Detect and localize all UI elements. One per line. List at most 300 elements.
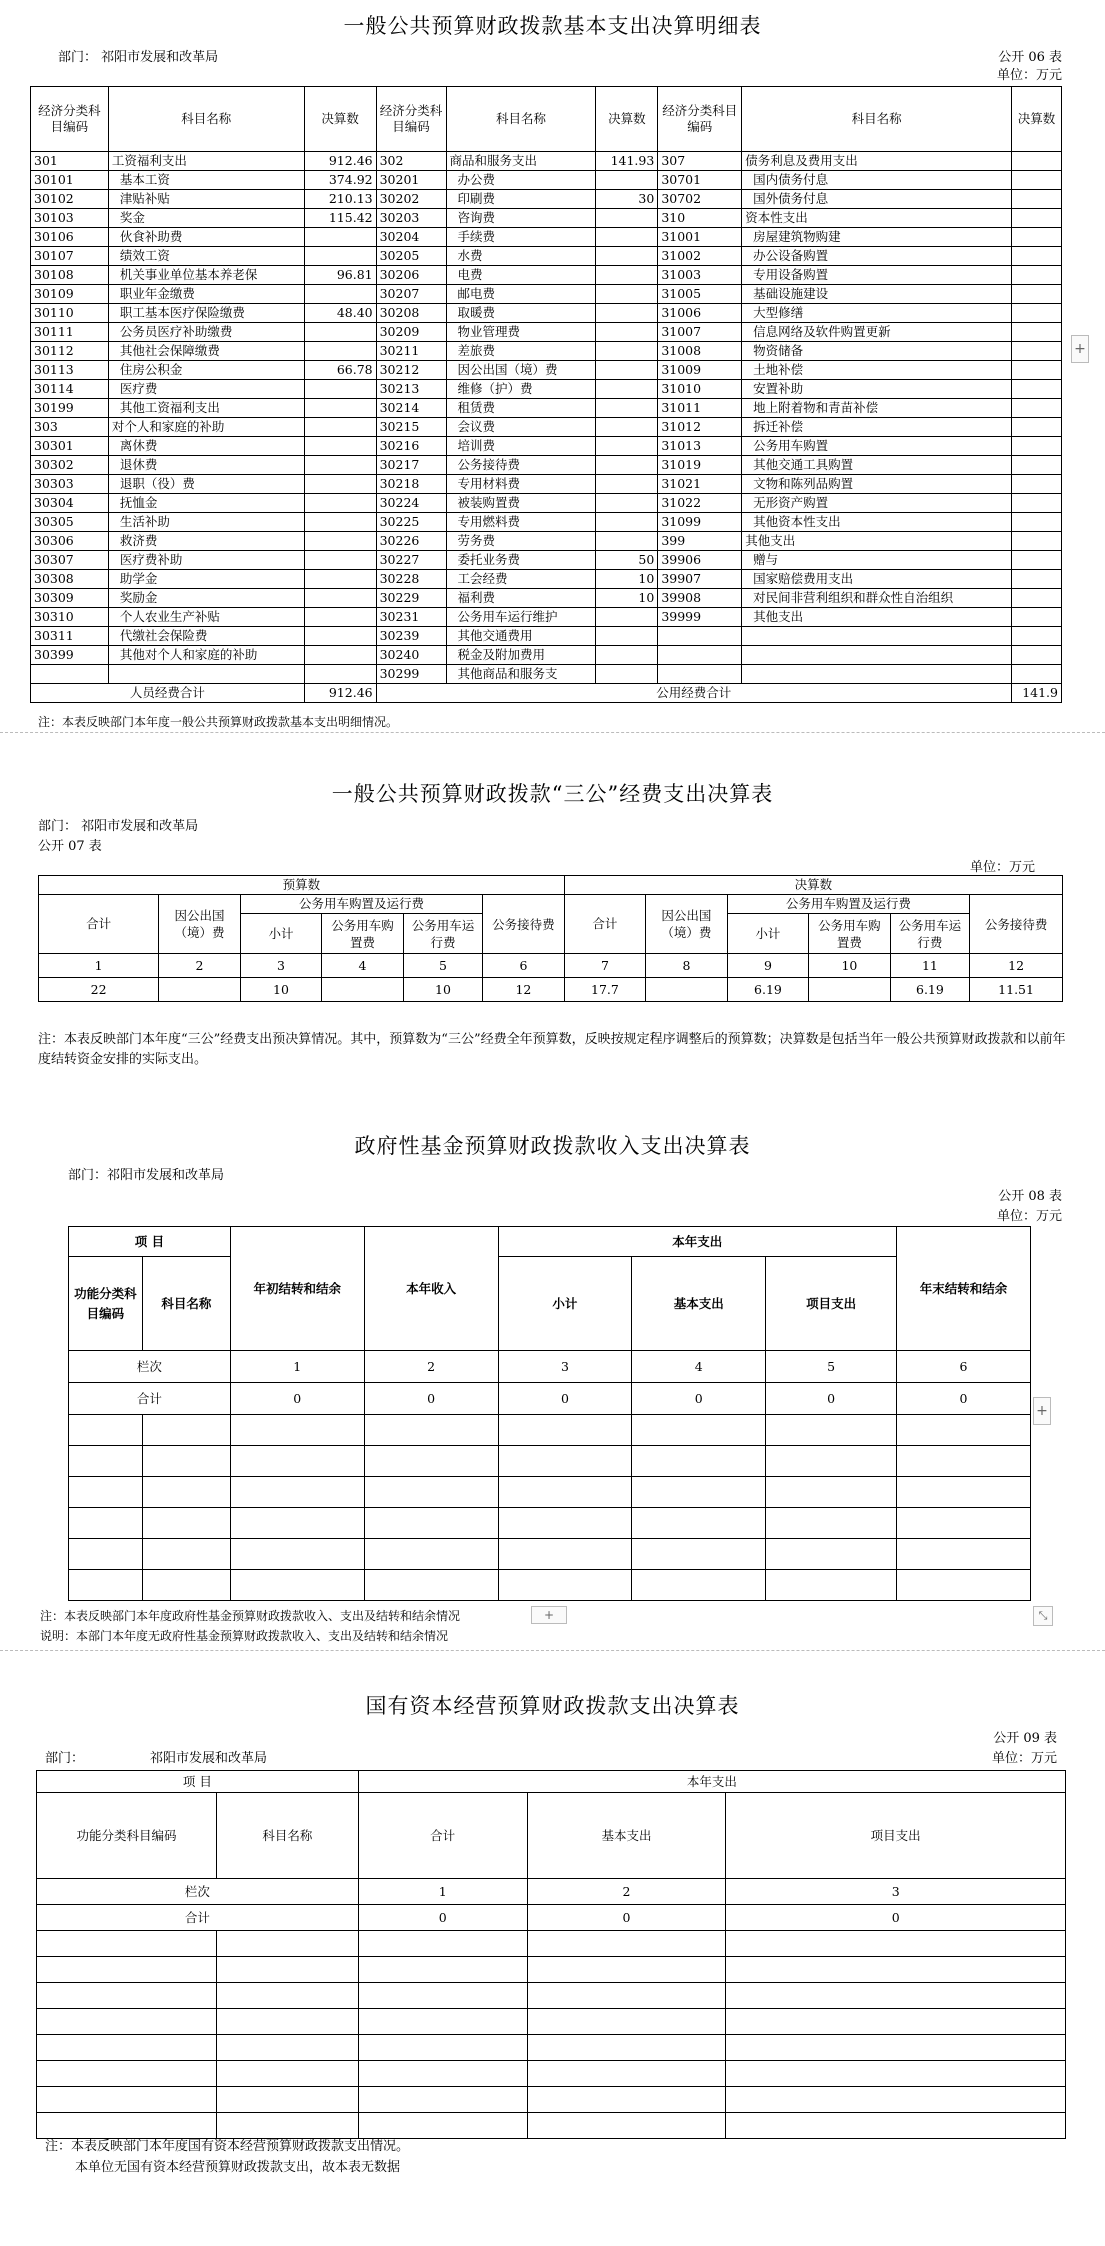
t06-cell: 31010 <box>658 380 742 399</box>
t06-code: 公开 06 表 <box>998 50 1062 65</box>
t06-cell: 因公出国（境）费 <box>446 361 596 380</box>
t06-cell: 10 <box>596 570 658 589</box>
t06-cell <box>596 494 658 513</box>
t06-cell: 国内债务付息 <box>742 171 1012 190</box>
t06-cell: 31006 <box>658 304 742 323</box>
t06-cell: 福利费 <box>446 589 596 608</box>
t06-h-code1: 经济分类科目编码 <box>31 87 109 152</box>
t06-cell: 其他商品和服务支 <box>446 665 596 684</box>
t09-total-value: 0 <box>527 1905 726 1931</box>
t06-cell: 安置补助 <box>742 380 1012 399</box>
t06-cell: 物业管理费 <box>446 323 596 342</box>
t06-cell: 资本性支出 <box>742 209 1012 228</box>
t08-empty-cell <box>69 1539 143 1570</box>
t09-empty-cell <box>527 1957 726 1983</box>
t08-begin-header: 年初结转和结余 <box>230 1227 364 1351</box>
t08-empty-cell <box>766 1477 897 1508</box>
t06-cell: 劳务费 <box>446 532 596 551</box>
t06-cell <box>596 171 658 190</box>
t06-cell: 307 <box>658 152 742 171</box>
t09-empty-row <box>37 2009 1066 2035</box>
t09-empty-cell <box>358 2061 527 2087</box>
t06-cell: 30215 <box>376 418 446 437</box>
t06-public-value: 141.9 <box>1011 684 1061 703</box>
t08-empty-cell <box>498 1570 632 1601</box>
t08-empty-cell <box>364 1570 498 1601</box>
t07-value: 17.7 <box>564 978 646 1002</box>
t06-cell: 拆迁补偿 <box>742 418 1012 437</box>
t06-h-amt3: 决算数 <box>1011 87 1061 152</box>
t06-cell: 对民间非营利组织和群众性自治组织 <box>742 589 1012 608</box>
t08-col-number-row <box>69 1351 1031 1383</box>
t07-title: 一般公共预算财政拨款“三公”经费支出决算表 <box>331 782 774 806</box>
t09-empty-row <box>37 2035 1066 2061</box>
t06-cell: 30304 <box>31 494 109 513</box>
t08-empty-cell <box>897 1477 1031 1508</box>
t07-col-number: 4 <box>322 954 404 978</box>
t08-empty-cell <box>69 1477 143 1508</box>
t07-col-number: 6 <box>483 954 565 978</box>
t06-row <box>31 475 1062 494</box>
t06-cell: 31022 <box>658 494 742 513</box>
t06-cell: 医疗费补助 <box>108 551 304 570</box>
t06-h-name3: 科目名称 <box>742 87 1012 152</box>
t08-table <box>68 1226 1031 1601</box>
t06-cell: 大型修缮 <box>742 304 1012 323</box>
t08-col-number: 5 <box>766 1351 897 1383</box>
t08-col-number: 4 <box>632 1351 766 1383</box>
t08-empty-cell <box>230 1477 364 1508</box>
t06-cell <box>596 266 658 285</box>
t06-cell: 维修（护）费 <box>446 380 596 399</box>
t09-title: 国有资本经营预算财政拨款支出决算表 <box>365 1694 740 1718</box>
t06-cell: 30226 <box>376 532 446 551</box>
t06-cell <box>1011 323 1061 342</box>
t06-row <box>31 323 1062 342</box>
t06-row <box>31 304 1062 323</box>
t06-cell: 30239 <box>376 627 446 646</box>
t07-value <box>159 978 241 1002</box>
t06-cell: 31012 <box>658 418 742 437</box>
t08-empty-cell <box>632 1570 766 1601</box>
t07-value: 6.19 <box>727 978 809 1002</box>
t09-empty-cell <box>37 2009 217 2035</box>
t08-dept: 部门：祁阳市发展和改革局 <box>68 1168 225 1183</box>
t06-cell <box>304 399 376 418</box>
t06-cell: 31019 <box>658 456 742 475</box>
t06-row <box>31 228 1062 247</box>
t07-col-number: 8 <box>646 954 728 978</box>
t06-cell <box>1011 551 1061 570</box>
t09-empty-cell <box>37 1957 217 1983</box>
t08-empty-cell <box>364 1477 498 1508</box>
t08-total-value: 0 <box>897 1383 1031 1415</box>
t06-cell: 其他交通工具购置 <box>742 456 1012 475</box>
add-column-button[interactable]: + <box>1033 1397 1051 1425</box>
t09-empty-cell <box>358 1931 527 1957</box>
t08-empty-cell <box>632 1508 766 1539</box>
t06-cell <box>304 646 376 665</box>
t06-cell: 救济费 <box>108 532 304 551</box>
t07-value: 10 <box>240 978 322 1002</box>
t06-cell <box>1011 532 1061 551</box>
t06-cell: 31021 <box>658 475 742 494</box>
t06-cell: 文物和陈列品购置 <box>742 475 1012 494</box>
t06-cell <box>596 323 658 342</box>
t08-project-header: 项目支出 <box>766 1257 897 1351</box>
t06-cell <box>304 570 376 589</box>
t06-cell <box>304 551 376 570</box>
t08-item-header: 项 目 <box>69 1227 231 1257</box>
t06-cell: 115.42 <box>304 209 376 228</box>
t08-empty-cell <box>364 1446 498 1477</box>
t06-cell <box>1011 418 1061 437</box>
t09-empty-cell <box>37 1983 217 2009</box>
t06-cell: 基础设施建设 <box>742 285 1012 304</box>
t09-dept-label: 部门： <box>45 1751 85 1766</box>
t06-row <box>31 665 1062 684</box>
t06-row <box>31 513 1062 532</box>
t06-cell <box>742 665 1012 684</box>
t06-cell: 税金及附加费用 <box>446 646 596 665</box>
add-column-button[interactable]: + <box>1071 335 1089 363</box>
t06-cell: 30227 <box>376 551 446 570</box>
t06-row <box>31 380 1062 399</box>
t06-cell: 其他支出 <box>742 532 1012 551</box>
t06-cell: 30206 <box>376 266 446 285</box>
t06-cell: 30208 <box>376 304 446 323</box>
t06-cell <box>596 285 658 304</box>
t06-cell: 公务接待费 <box>446 456 596 475</box>
t06-cell: 30107 <box>31 247 109 266</box>
t06-cell: 30306 <box>31 532 109 551</box>
t06-cell: 30303 <box>31 475 109 494</box>
t06-cell: 水费 <box>446 247 596 266</box>
t06-cell: 30307 <box>31 551 109 570</box>
t06-cell <box>304 456 376 475</box>
t06-cell: 物资储备 <box>742 342 1012 361</box>
t06-cell: 30205 <box>376 247 446 266</box>
t06-cell: 374.92 <box>304 171 376 190</box>
t08-empty-cell <box>632 1415 766 1446</box>
t06-row <box>31 418 1062 437</box>
t09-empty-cell <box>358 1983 527 2009</box>
t06-cell: 141.93 <box>596 152 658 171</box>
t06-cell <box>304 323 376 342</box>
t06-cell <box>596 228 658 247</box>
t08-empty-cell <box>142 1446 230 1477</box>
t06-cell: 30308 <box>31 570 109 589</box>
t07-b-car: 公务用车购置及运行费 <box>240 895 482 914</box>
t09-total-label: 合计 <box>37 1905 359 1931</box>
t08-empty-cell <box>897 1446 1031 1477</box>
t08-code: 公开 08 表 <box>998 1189 1062 1204</box>
t06-cell: 30213 <box>376 380 446 399</box>
t08-total-value: 0 <box>364 1383 498 1415</box>
t07-note: 注：本表反映部门本年度“三公”经费支出预决算情况。其中，预算数为“三公”经费全年预算数，反映按规定程序调整后的预算数；决算数是包括当年一般公共预算财政拨款和以前年度结转资金安排的实际支出。 <box>38 1032 1066 1067</box>
t06-cell: 30204 <box>376 228 446 247</box>
t06-cell: 30211 <box>376 342 446 361</box>
t07-value <box>646 978 728 1002</box>
t06-cell <box>596 247 658 266</box>
t07-b-run: 公务用车运行费 <box>403 914 482 954</box>
t06-cell: 30310 <box>31 608 109 627</box>
t08-empty-cell <box>230 1539 364 1570</box>
t06-cell: 31008 <box>658 342 742 361</box>
t06-cell: 办公设备购置 <box>742 247 1012 266</box>
t06-cell: 310 <box>658 209 742 228</box>
t06-cell <box>304 608 376 627</box>
t06-cell: 奖励金 <box>108 589 304 608</box>
t06-cell: 退休费 <box>108 456 304 475</box>
t06-cell: 咨询费 <box>446 209 596 228</box>
t07-table <box>38 875 1063 1002</box>
t06-cell: 30702 <box>658 190 742 209</box>
t08-col-number: 3 <box>498 1351 632 1383</box>
t06-cell <box>108 665 304 684</box>
t06-cell <box>304 513 376 532</box>
t06-personnel-label: 人员经费合计 <box>31 684 305 703</box>
t08-empty-row <box>69 1446 1031 1477</box>
t08-unit: 单位：万元 <box>996 1209 1062 1224</box>
t06-cell <box>596 304 658 323</box>
t08-empty-row <box>69 1570 1031 1601</box>
t06-cell: 助学金 <box>108 570 304 589</box>
t06-cell: 国外债务付息 <box>742 190 1012 209</box>
t09-func-header: 功能分类科目编码 <box>37 1793 217 1879</box>
t09-empty-cell <box>527 1983 726 2009</box>
t06-row <box>31 171 1062 190</box>
t09-col-number: 1 <box>358 1879 527 1905</box>
t07-final-header: 决算数 <box>564 876 1062 895</box>
add-row-button[interactable]: + <box>531 1606 567 1624</box>
t07-b-purchase: 公务用车购置费 <box>322 914 404 954</box>
t08-empty-cell <box>230 1570 364 1601</box>
t06-cell: 其他对个人和家庭的补助 <box>108 646 304 665</box>
t08-empty-cell <box>364 1415 498 1446</box>
t06-cell: 30228 <box>376 570 446 589</box>
t06-note: 注：本表反映部门本年度一般公共预算财政拨款基本支出明细情况。 <box>38 715 399 729</box>
t07-value <box>322 978 404 1002</box>
t08-col-number: 2 <box>364 1351 498 1383</box>
t06-cell: 31003 <box>658 266 742 285</box>
t06-row <box>31 190 1062 209</box>
t08-end-header: 年末结转和结余 <box>897 1227 1031 1351</box>
t06-cell <box>304 437 376 456</box>
t06-cell <box>658 665 742 684</box>
t09-unit: 单位：万元 <box>991 1751 1057 1766</box>
t06-cell: 房屋建筑物购建 <box>742 228 1012 247</box>
t06-cell: 其他资本性支出 <box>742 513 1012 532</box>
t09-empty-cell <box>216 1931 358 1957</box>
t08-empty-cell <box>142 1508 230 1539</box>
t07-col-number: 7 <box>564 954 646 978</box>
t06-cell: 租赁费 <box>446 399 596 418</box>
t06-h-code2: 经济分类科目编码 <box>376 87 446 152</box>
t06-cell: 代缴社会保险费 <box>108 627 304 646</box>
t07-f-reception: 公务接待费 <box>970 895 1063 954</box>
t08-empty-cell <box>897 1539 1031 1570</box>
t06-row <box>31 285 1062 304</box>
t06-cell: 303 <box>31 418 109 437</box>
t06-cell: 公务员医疗补助缴费 <box>108 323 304 342</box>
t06-cell: 生活补助 <box>108 513 304 532</box>
section-divider <box>0 732 1105 733</box>
t06-cell: 其他交通费用 <box>446 627 596 646</box>
t08-empty-row <box>69 1477 1031 1508</box>
t06-row <box>31 399 1062 418</box>
t06-cell: 30209 <box>376 323 446 342</box>
t09-empty-cell <box>37 2061 217 2087</box>
t06-cell: 31011 <box>658 399 742 418</box>
t09-empty-cell <box>527 2087 726 2113</box>
t06-row <box>31 532 1062 551</box>
t06-cell: 30112 <box>31 342 109 361</box>
t06-h-code3: 经济分类科目编码 <box>658 87 742 152</box>
t08-col-number: 1 <box>230 1351 364 1383</box>
t06-cell: 住房公积金 <box>108 361 304 380</box>
t06-cell: 30218 <box>376 475 446 494</box>
t08-total-value: 0 <box>498 1383 632 1415</box>
t06-cell <box>1011 646 1061 665</box>
t06-cell: 30309 <box>31 589 109 608</box>
t06-cell <box>1011 285 1061 304</box>
resize-handle-icon[interactable]: ⤡ <box>1033 1606 1053 1626</box>
t06-cell <box>304 418 376 437</box>
t09-empty-cell <box>216 2035 358 2061</box>
t06-cell: 31013 <box>658 437 742 456</box>
t06-cell: 赠与 <box>742 551 1012 570</box>
t07-value: 12 <box>483 978 565 1002</box>
t07-f-sub: 小计 <box>727 914 809 954</box>
t06-cell: 10 <box>596 589 658 608</box>
t07-col-number-row <box>39 954 1063 978</box>
t06-cell: 30113 <box>31 361 109 380</box>
t06-cell: 其他支出 <box>742 608 1012 627</box>
t06-cell <box>31 665 109 684</box>
t06-cell: 被装购置费 <box>446 494 596 513</box>
t06-cell: 医疗费 <box>108 380 304 399</box>
t06-cell: 210.13 <box>304 190 376 209</box>
t06-cell: 30217 <box>376 456 446 475</box>
t09-empty-row <box>37 2061 1066 2087</box>
t09-basic-header: 基本支出 <box>527 1793 726 1879</box>
t06-cell: 工会经费 <box>446 570 596 589</box>
t09-empty-cell <box>37 2035 217 2061</box>
t06-cell: 土地补偿 <box>742 361 1012 380</box>
t07-value: 22 <box>39 978 159 1002</box>
t08-empty-cell <box>498 1539 632 1570</box>
t06-cell <box>1011 494 1061 513</box>
t06-cell: 31007 <box>658 323 742 342</box>
t08-empty-cell <box>498 1508 632 1539</box>
t07-col-number: 5 <box>403 954 482 978</box>
t06-cell <box>1011 513 1061 532</box>
t06-cell <box>1011 665 1061 684</box>
t07-col-number: 12 <box>970 954 1063 978</box>
t06-row <box>31 437 1062 456</box>
t08-empty-cell <box>364 1508 498 1539</box>
t08-empty-cell <box>142 1539 230 1570</box>
t06-cell: 30302 <box>31 456 109 475</box>
t09-empty-cell <box>358 1957 527 1983</box>
t07-col-number: 9 <box>727 954 809 978</box>
t08-expense-header: 本年支出 <box>498 1227 896 1257</box>
t06-cell: 会议费 <box>446 418 596 437</box>
t08-empty-cell <box>766 1539 897 1570</box>
t06-cell: 工资福利支出 <box>108 152 304 171</box>
t06-cell <box>304 475 376 494</box>
t09-empty-cell <box>527 2061 726 2087</box>
t06-cell: 专用设备购置 <box>742 266 1012 285</box>
t06-cell: 30102 <box>31 190 109 209</box>
t06-cell <box>1011 475 1061 494</box>
t06-row <box>31 266 1062 285</box>
t06-cell: 30399 <box>31 646 109 665</box>
t08-empty-cell <box>230 1415 364 1446</box>
t07-value-row <box>39 978 1063 1002</box>
t09-empty-cell <box>216 2087 358 2113</box>
t07-f-purchase: 公务用车购置费 <box>809 914 891 954</box>
t06-cell: 职业年金缴费 <box>108 285 304 304</box>
t06-cell: 邮电费 <box>446 285 596 304</box>
t06-cell <box>304 627 376 646</box>
t07-col-number: 3 <box>240 954 322 978</box>
t06-cell: 30114 <box>31 380 109 399</box>
t09-total-value: 0 <box>358 1905 527 1931</box>
section-divider <box>0 1650 1105 1651</box>
t08-empty-cell <box>897 1415 1031 1446</box>
t06-row <box>31 342 1062 361</box>
t06-cell: 30216 <box>376 437 446 456</box>
t06-row <box>31 456 1062 475</box>
t06-cell: 30305 <box>31 513 109 532</box>
t06-public-label: 公用经费合计 <box>376 684 1011 703</box>
t09-empty-cell <box>527 1931 726 1957</box>
t06-cell: 39907 <box>658 570 742 589</box>
t08-empty-cell <box>69 1446 143 1477</box>
t06-cell: 基本工资 <box>108 171 304 190</box>
t06-row <box>31 152 1062 171</box>
t06-cell: 伙食补助费 <box>108 228 304 247</box>
t06-cell: 301 <box>31 152 109 171</box>
t08-col-number: 6 <box>897 1351 1031 1383</box>
t07-f-car: 公务用车购置及运行费 <box>727 895 969 914</box>
t06-cell: 30301 <box>31 437 109 456</box>
t06-cell: 公务用车购置 <box>742 437 1012 456</box>
t06-h-amt2: 决算数 <box>596 87 658 152</box>
t06-cell <box>658 627 742 646</box>
t08-empty-cell <box>69 1415 143 1446</box>
t06-cell: 职工基本医疗保险缴费 <box>108 304 304 323</box>
t06-cell: 31009 <box>658 361 742 380</box>
t06-cell: 债务利息及费用支出 <box>742 152 1012 171</box>
t08-empty-cell <box>230 1508 364 1539</box>
t09-empty-cell <box>527 2113 726 2139</box>
t06-cell <box>1011 456 1061 475</box>
t06-cell <box>304 589 376 608</box>
t06-cell: 50 <box>596 551 658 570</box>
t07-b-reception: 公务接待费 <box>483 895 565 954</box>
t07-b-total: 合计 <box>39 895 159 954</box>
t06-cell <box>304 532 376 551</box>
t06-cell <box>1011 190 1061 209</box>
t06-cell: 差旅费 <box>446 342 596 361</box>
t06-cell: 48.40 <box>304 304 376 323</box>
t08-total-label: 合计 <box>69 1383 231 1415</box>
t06-cell: 30109 <box>31 285 109 304</box>
t08-note1: 注：本表反映部门本年度政府性基金预算财政拨款收入、支出及结转和结余情况 <box>40 1609 461 1623</box>
